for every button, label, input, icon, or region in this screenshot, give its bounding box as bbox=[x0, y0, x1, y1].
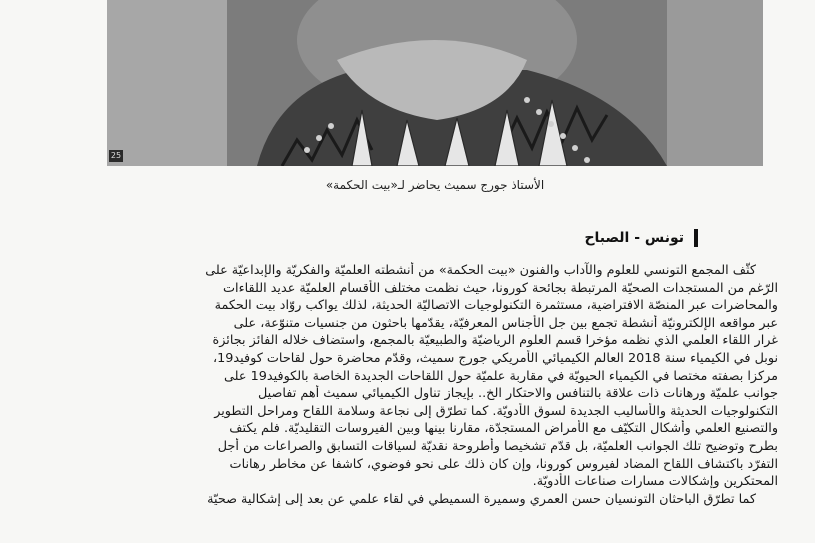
photo-illustration bbox=[107, 0, 763, 166]
article-line: والمحاضرات عبر المنصّة الافتراضية، مستثمرة التكنولوجيات الاتصاليّة الحديثة، لذلك يواكب روّاد بيت الحكمة bbox=[214, 298, 778, 314]
article-line: التكنولوجيات الحديثة والأساليب الجديدة لسوق الأدويّة. كما تطرّق إلى نجاعة وسلامة اللقاح ومراحل التطوير bbox=[214, 403, 778, 419]
article-line: غرار اللقاء العلمي الذي نظمه مؤخرا قسم العلوم الرياضيّة والطبيعيّة بالمجمع، واستضاف خلاله الفائز بجائزة bbox=[212, 333, 778, 349]
article-line: نوبل في الكيمياء سنة 2018 العالم الكيميائي الأمريكي جورج سميث، وقدّم محاضرة حول لقاحات كوفيد19، bbox=[212, 350, 778, 366]
article-line: عبر مواقعه الإلكترونيّة أنشطة تجمع بين جل الأجناس المعرفيّة، يقدّمها باحثون من جنسيات متنوّعة، على bbox=[233, 315, 778, 331]
article-line: والتصنيع العلمي وأشكال التكيّف مع الأمراض المستجدّة، مقارنا بينها وبين الفيروسات التقليديّة. فلم يكتف bbox=[229, 421, 778, 437]
article-line: مركزا بصفته مختصا في الكيمياء الحيويّة في مقاربة علميّة حول اللقاحات الجديدة الخاصة بالكوفيد19 على bbox=[223, 368, 778, 384]
article-body bbox=[104, 262, 778, 508]
article-photo bbox=[107, 0, 763, 166]
article-line: جوانب علميّة ورهانات ذات علاقة بالتنافس والاحتكار الخ.. بإيجاز تناول الكيميائي سميث أهم تفاصيل bbox=[257, 386, 778, 402]
article-line: بطرح وتوضيح تلك الجوانب العلميّة، بل قدّم تشخيصا وأطروحة نقديّة لسياقات التسابق والصراعات من أجل bbox=[217, 438, 778, 454]
article-line: المحتكرين وإشكالات مسارات صناعات الأدويّة. bbox=[532, 474, 778, 490]
article-line: الرّغم من المستجدات الصحيّة المرتبطة بجائحة كورونا، حيث نظمت مختلف الأقسام العلميّة عديد اللقاءات bbox=[222, 280, 778, 296]
photo-caption: الأستاذ جورج سميث يحاضر لـ«بيت الحكمة» bbox=[325, 178, 545, 192]
article-line: كما تطرّق الباحثان التونسيان حسن العمري وسميرة السميطي في لقاء علمي عن بعد إلى إشكالية صحيّة bbox=[207, 491, 756, 507]
article-line: كثّف المجمع التونسي للعلوم والآداب والفنون «بيت الحكمة» من أنشطته العلميّة والفكريّة والإبداعيّة على bbox=[205, 263, 756, 278]
photo-credit-badge: 25 bbox=[110, 151, 122, 160]
article-line: التفرّد باكتشاف اللقاح المضاد لفيروس كورونا، وإن كان ذلك على نحو فوضوي، كاشفا عن مخاطر رهانات bbox=[229, 456, 778, 472]
article-dateline: تونس - الصباح bbox=[584, 229, 698, 247]
